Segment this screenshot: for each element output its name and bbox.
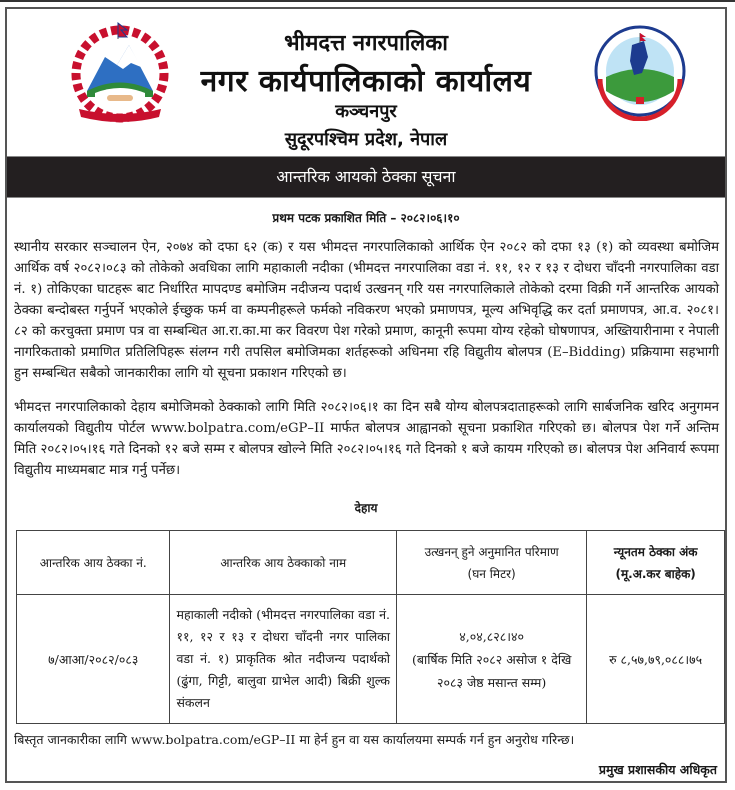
quantity-value: ४,०४,८२८।४० <box>459 628 524 644</box>
body-paragraph-1: स्थानीय सरकार सञ्चालन ऐन, २०७४ को दफा ६२ (क) र यस भीमदत्त नगरपालिकाको आर्थिक ऐन २०८२ को दफा १३ (१) को व्यवस्था बमोजिम आर्थिक वर्ष २०८२।०८३ को तोकेको अवधिका लागि महाकाली नदीका (भीमदत्त नगरपालिका वडा नं. ११, १२ र १३ र दोधरा चाँदनी नगरपालिका वडा नं. १) तोकिएका घाटहरू बाट निर्धारित मापदण्ड बमोजिम नदीजन्य पदार्थ उत्खनन् गरि यस नगरपालिकाले तोकेको दरमा विक्री गर्ने आन्तरिक आयको ठेक्का बन्दोबस्त गर्नुपर्ने भएकोले ईच्छुक फर्म वा कम्पनीहरूले फर्मको नविकरण भएको प्रमाणपत्र, मूल्य अभिवृद्धि कर दर्ता प्रमाणपत्र, आ.व. २०८१।८२ को करचुक्ता प्रमाण पत्र वा सम्बन्धित आ.रा.का.मा कर विवरण पेश गरेको प्रमाण, कानूनी रूपमा योग्य रहेको घोषणापत्र, अख्तियारीनामा र नेपाली नागरिकताको प्रमाणित प्रतिलिपिहरू संलग्न गरी तपसिल बमोजिमका शर्तहरूको अधिनमा रहि विद्युतीय बोलपत्र (E–Bidding) प्रक्रियामा सहभागी हुन सम्बन्धित सबैको जानकारीका लागि यो सूचना प्रकाशन गरिएको छ। <box>14 240 719 381</box>
letterhead <box>7 9 725 159</box>
municipality-name: भीमदत्त नगरपालिका <box>284 31 448 56</box>
body-paragraph-2: भीमदत्त नगरपालिकाको देहाय बमोजिमको ठेक्काको लागि मिति २०८२।०६।१ का दिन सबै योग्य बोलपत्रदाताहरूको लागि सार्बजनिक खरिद अनुगमन कार्यालयको विद्युतीय पोर्टल www.bolpatra.com/eGP–II मार्फत बोलपत्र आह्वानको सूचना प्रकाशित गरिएको छ। बोलपत्र पेश गर्ने अन्तिम मिति २०८२।०५।१६ गते दिनको १२ बजे सम्म र बोलपत्र खोल्ने मिति २०८२।०५।१६ गते दिनको १ बजे कायम गरिएको छ। बोलपत्र पेश अनिवार्य रूपमा विद्युतीय माध्यमबाट मात्र गर्नु पर्नेछ। <box>14 400 719 478</box>
column-header-minimum-amount-text: न्यूनतम ठेक्का अंक (मू.अ.कर बाहेक) <box>613 544 698 581</box>
table-header-row <box>17 531 725 595</box>
notice-banner <box>7 156 725 198</box>
quantity-cell <box>397 595 587 724</box>
minimum-amount-cell: रु ८,५७,७९,०८८।७५ <box>587 595 725 724</box>
contract-number-cell: ७/आआ/२०८२/०८३ <box>17 595 170 724</box>
notice-frame <box>5 7 727 783</box>
column-header-contract-no: आन्तरिक आय ठेक्का नं. <box>17 531 170 595</box>
notice-title: आन्तरिक आयको ठेक्का सूचना <box>276 167 456 186</box>
table-row <box>17 595 725 724</box>
publication-date: प्रथम पटक प्रकाशित मिति – २०८२।०६।१० <box>272 211 460 225</box>
district-name: कञ्चनपुर <box>335 101 397 122</box>
footer-note: बिस्तृत जानकारीका लागि www.bolpatra.com/eGP–II मा हेर्न हुन वा यस कार्यालयमा सम्पर्क गर्न हुन अनुरोध गरिन्छ। <box>14 732 575 747</box>
column-header-quantity <box>397 531 587 595</box>
tender-table <box>16 530 725 724</box>
municipality-logo-icon <box>590 21 690 121</box>
column-header-contract-name: आन्तरिक आय ठेक्काको नाम <box>170 531 397 595</box>
top-rule <box>0 0 735 2</box>
column-header-minimum-amount <box>587 531 725 595</box>
signature-designation: प्रमुख प्रशासकीय अधिकृत <box>598 762 717 777</box>
office-title: नगर कार्यपालिकाको कार्यालय <box>200 64 532 99</box>
annex-label: देहाय <box>354 501 378 515</box>
province-name: सुदूरपश्चिम प्रदेश, नेपाल <box>284 129 448 150</box>
quantity-period: (बार्षिक मिति २०८२ असोज १ देखि २०८३ जेष्ठ मसान्त सम्म) <box>411 651 572 690</box>
contract-name-cell: महाकाली नदीको (भीमदत्त नगरपालिका वडा नं. ११, १२ र १३ र दोधरा चाँदनी नगर पालिका वडा नं. १) प्राकृतिक श्रोत नदीजन्य पदार्थको (ढुंगा, गिट्टी, बालुवा ग्राभेल आदी) बिक्री शुल्क संकलन <box>170 595 397 724</box>
column-header-quantity-text: उत्खनन् हुने अनुमानित परिमाण (घन मिटर) <box>424 544 559 581</box>
